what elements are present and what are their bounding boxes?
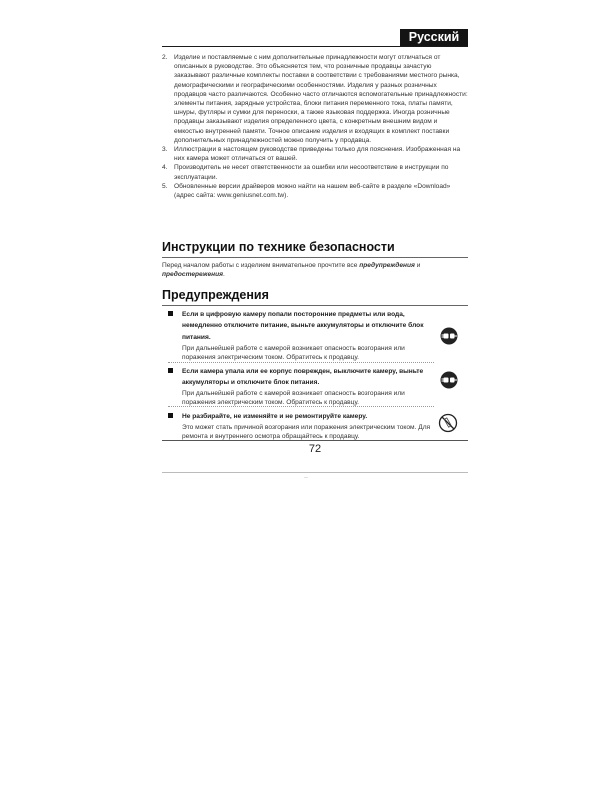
- item-text: Обновленные версии драйверов можно найти на нашем веб-сайте в разделе «Download» (адрес сайта: www.geniusnet.com.tw).: [174, 182, 451, 200]
- unplug-icon: [440, 371, 458, 394]
- list-item: [162, 163, 468, 181]
- item-number: 4.: [162, 164, 168, 172]
- warning-title: Если камера упала или ее корпус поврежден, выключите камеру, выньте аккумуляторы и отключите блок питания.: [182, 368, 424, 387]
- intro-mid: и: [414, 262, 421, 269]
- warning-separator: [168, 406, 434, 407]
- intro-suffix: .: [223, 271, 225, 279]
- intro-warnings-term: предупреждения: [359, 262, 415, 269]
- safety-intro: [162, 261, 468, 279]
- item-text: Изделие и поставляемые с ним дополнительные принадлежности могут отличаться от описанных в руководстве. Это объясняется тем, что розничные продавцы зачастую заказывают различные комплекты поставки в соответствии с требованиями местного рынка, демографическими и географическими особенностями. Изделия у разных розничных продавцов часто различаются. Особенно часто отличаются вспомогательные принадлежности: элементы питания, зарядные устройства, блоки питания переменного тока, платы памяти, шнуры, футляры и сумки для переноски, а также языковая поддержка. Иногда розничные продавцы заказывают изделия определенного цвета, с конкретным внешним видом и емкостью внутренней памяти. Точное описание изделия и входящих в комплект поставки дополнительных принадлежностей можно получить у продавца.: [174, 54, 468, 144]
- item-text: Иллюстрации в настоящем руководстве приведены только для пояснения. Изображенная на них камера может отличаться от вашей.: [174, 146, 461, 163]
- item-number: 5.: [162, 182, 168, 190]
- square-bullet-icon: [168, 368, 173, 373]
- item-number: 2.: [162, 54, 168, 61]
- intro-prefix: Перед началом работы с изделием внимательное прочтите все: [162, 262, 360, 269]
- intro-cautions-term: предостережения: [162, 271, 224, 279]
- unplug-icon: [440, 327, 458, 350]
- item-number: 3.: [162, 146, 168, 154]
- warning-title: Не разбирайте, не изменяйте и не ремонтируйте камеру.: [182, 413, 368, 420]
- footer-mark: —: [304, 474, 308, 479]
- numbered-list: [162, 53, 468, 200]
- safety-heading: Инструкции по технике безопасности: [162, 240, 395, 254]
- square-bullet-icon: [168, 311, 173, 316]
- warning-body: Это может стать причиной возгорания или поражения электрическим током. Для ремонта и внутреннего осмотра обращайтесь к продавцу.: [182, 424, 431, 441]
- square-bullet-icon: [168, 413, 173, 418]
- item-text: Производитель не несет ответственности за ошибки или несоответствие в инструкции по эксплуатации.: [174, 164, 449, 181]
- footer-rule: [162, 472, 468, 473]
- content-bottom-rule: [162, 440, 468, 441]
- no-disassembly-icon: [438, 413, 458, 438]
- language-tab: Русский: [400, 29, 468, 46]
- warnings-heading: Предупреждения: [162, 288, 269, 302]
- page-number: 72: [308, 443, 322, 455]
- warnings-rule: [162, 305, 468, 306]
- warning-title: Если в цифровую камеру попали посторонние предметы или вода, немедленно отключите питание, выньте аккумуляторы и отключите блок питания.: [182, 311, 424, 341]
- header-rule: [162, 46, 468, 47]
- list-item: [162, 145, 468, 163]
- warning-body: При дальнейшей работе с камерой возникает опасность возгорания или поражения электрическим током. Обратитесь к продавцу.: [182, 345, 405, 362]
- warning-body: При дальнейшей работе с камерой возникает опасность возгорания или поражения электрическим током. Обратитесь к продавцу.: [182, 390, 405, 407]
- list-item: [162, 182, 468, 200]
- warning-separator: [168, 362, 434, 363]
- list-item: [162, 53, 468, 145]
- safety-rule: [162, 257, 468, 258]
